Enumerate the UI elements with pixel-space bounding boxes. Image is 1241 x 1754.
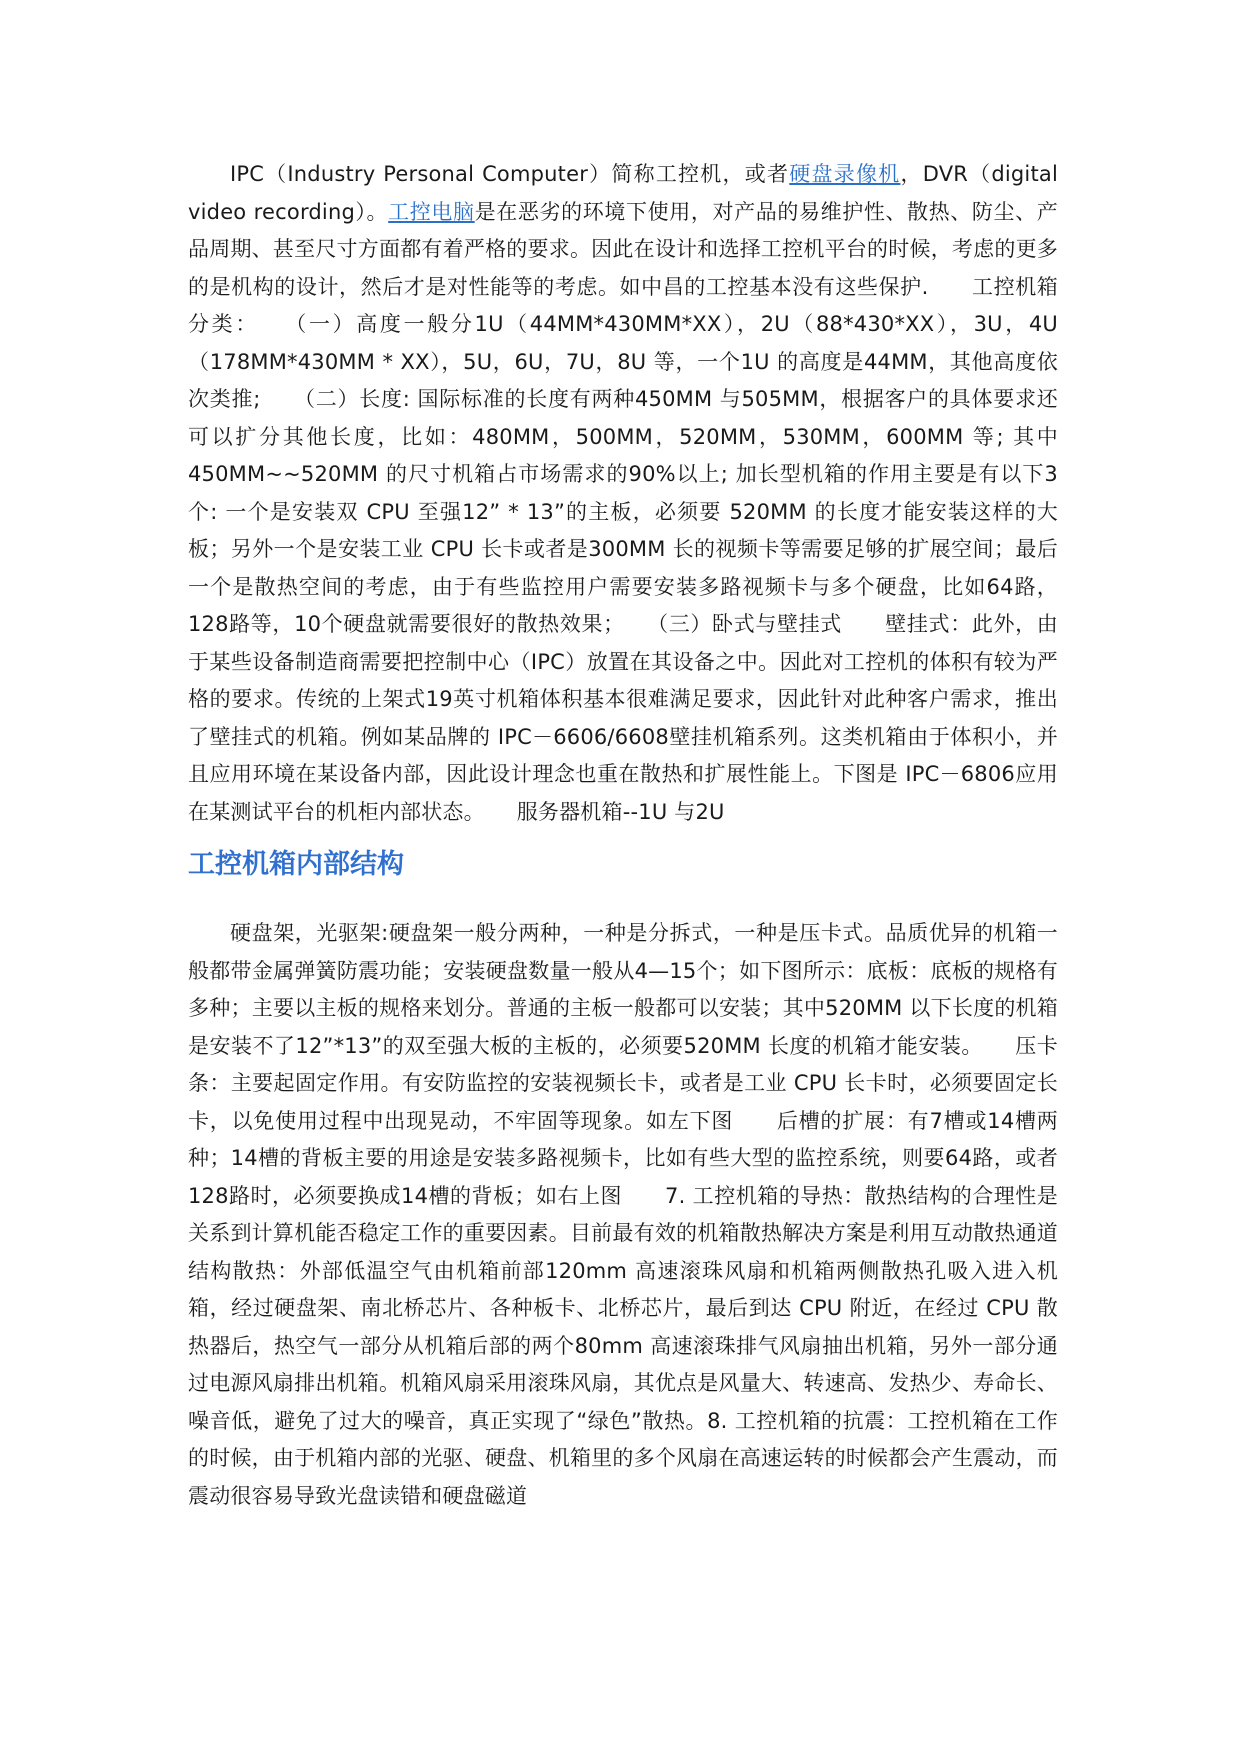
link-hard-disk-recorder[interactable]: 硬盘录像机 <box>789 162 901 186</box>
intro-text-2: ，DVR（digital video recording）。 <box>188 162 1059 224</box>
intro-text-1: IPC（Industry Personal Computer）简称工控机，或者 <box>230 162 790 186</box>
intro-text-3: 是在恶劣的环境下使用，对产品的易维护性、散热、防尘、产品周期、甚至尺寸方面都有着严格的要求。因此在设计和选择工控机平台的时候，考虑的更多的是机构的设计，然后才是对性能等的考虑。如中昌的工控基本没有这些保护. 工控机箱分类： （一）高度一般分1U（44MM*430MM*XX），2U（88*430*XX），3U，4U（178MM*430MM * XX），5U，6U，7U，8U 等，一个1U 的高度是44MM，其他高度依次类推; （二）长度: 国际标准的长度有两种450MM 与505MM，根据客户的具体要求还可以扩分其他长度，比如：480MM，500MM，520MM，530MM，600MM 等; 其中450MM~~520MM 的尺寸机箱占市场需求的90%以上; 加长型机箱的作用主要是有以下3个: 一个是安装双 CPU 至强12” * 13”的主板，必须要 520MM 的长度才能安装这样的大板；另外一个是安装工业 CPU 长卡或者是300MM 长的视频卡等需要足够的扩展空间；最后一个是散热空间的考虑，由于有些监控用户需要安装多路视频卡与多个硬盘，比如64路，128路等，10个硬盘就需要很好的散热效果； （三）卧式与壁挂式 壁挂式：此外，由于某些设备制造商需要把控制中心（IPC）放置在其设备之中。因此对工控机的体积有较为严格的要求。传统的上架式19英寸机箱体积基本很难满足要求，因此针对此种客户需求，推出了壁挂式的机箱。例如某品牌的 IPC－6606/6608壁挂机箱系列。这类机箱由于体积小，并且应用环境在某设备内部，因此设计理念也重在散热和扩展性能上。下图是 IPC－6806应用在某测试平台的机柜内部状态。 服务器机箱--1U 与2U <box>188 199 1058 824</box>
link-industrial-computer[interactable]: 工控电脑 <box>388 199 475 224</box>
intro-paragraph <box>188 156 1058 831</box>
section-heading: 工控机箱内部结构 <box>188 849 404 880</box>
document-page <box>188 156 1058 1515</box>
structure-paragraph: 硬盘架，光驱架:硬盘架一般分两种，一种是分拆式，一种是压卡式。品质优异的机箱一般都带金属弹簧防震功能；安装硬盘数量一般从4—15个；如下图所示：底板：底板的规格有多种；主要以主板的规格来划分。普通的主板一般都可以安装；其中520MM 以下长度的机箱是安装不了12”*13”的双至强大板的主板的，必须要520MM 长度的机箱才能安装。 压卡条：主要起固定作用。有安防监控的安装视频长卡，或者是工业 CPU 长卡时，必须要固定长卡，以免使用过程中出现晃动，不牢固等现象。如左下图 后槽的扩展：有7槽或14槽两种；14槽的背板主要的用途是安装多路视频卡，比如有些大型的监控系统，则要64路，或者128路时，必须要换成14槽的背板；如右上图 7. 工控机箱的导热：散热结构的合理性是关系到计算机能否稳定工作的重要因素。目前最有效的机箱散热解决方案是利用互动散热通道结构散热：外部低温空气由机箱前部120mm 高速滚珠风扇和机箱两侧散热孔吸入进入机箱，经过硬盘架、南北桥芯片、各种板卡、北桥芯片，最后到达 CPU 附近，在经过 CPU 散热器后，热空气一部分从机箱后部的两个80mm 高速滚珠排气风扇抽出机箱，另外一部分通过电源风扇排出机箱。机箱风扇采用滚珠风扇，其优点是风量大、转速高、发热少、寿命长、噪音低，避免了过大的噪音，真正实现了“绿色”散热。8. 工控机箱的抗震：工控机箱在工作的时候，由于机箱内部的光驱、硬盘、机箱里的多个风扇在高速运转的时候都会产生震动，而震动很容易导致光盘读错和硬盘磁道 <box>188 921 1058 1508</box>
